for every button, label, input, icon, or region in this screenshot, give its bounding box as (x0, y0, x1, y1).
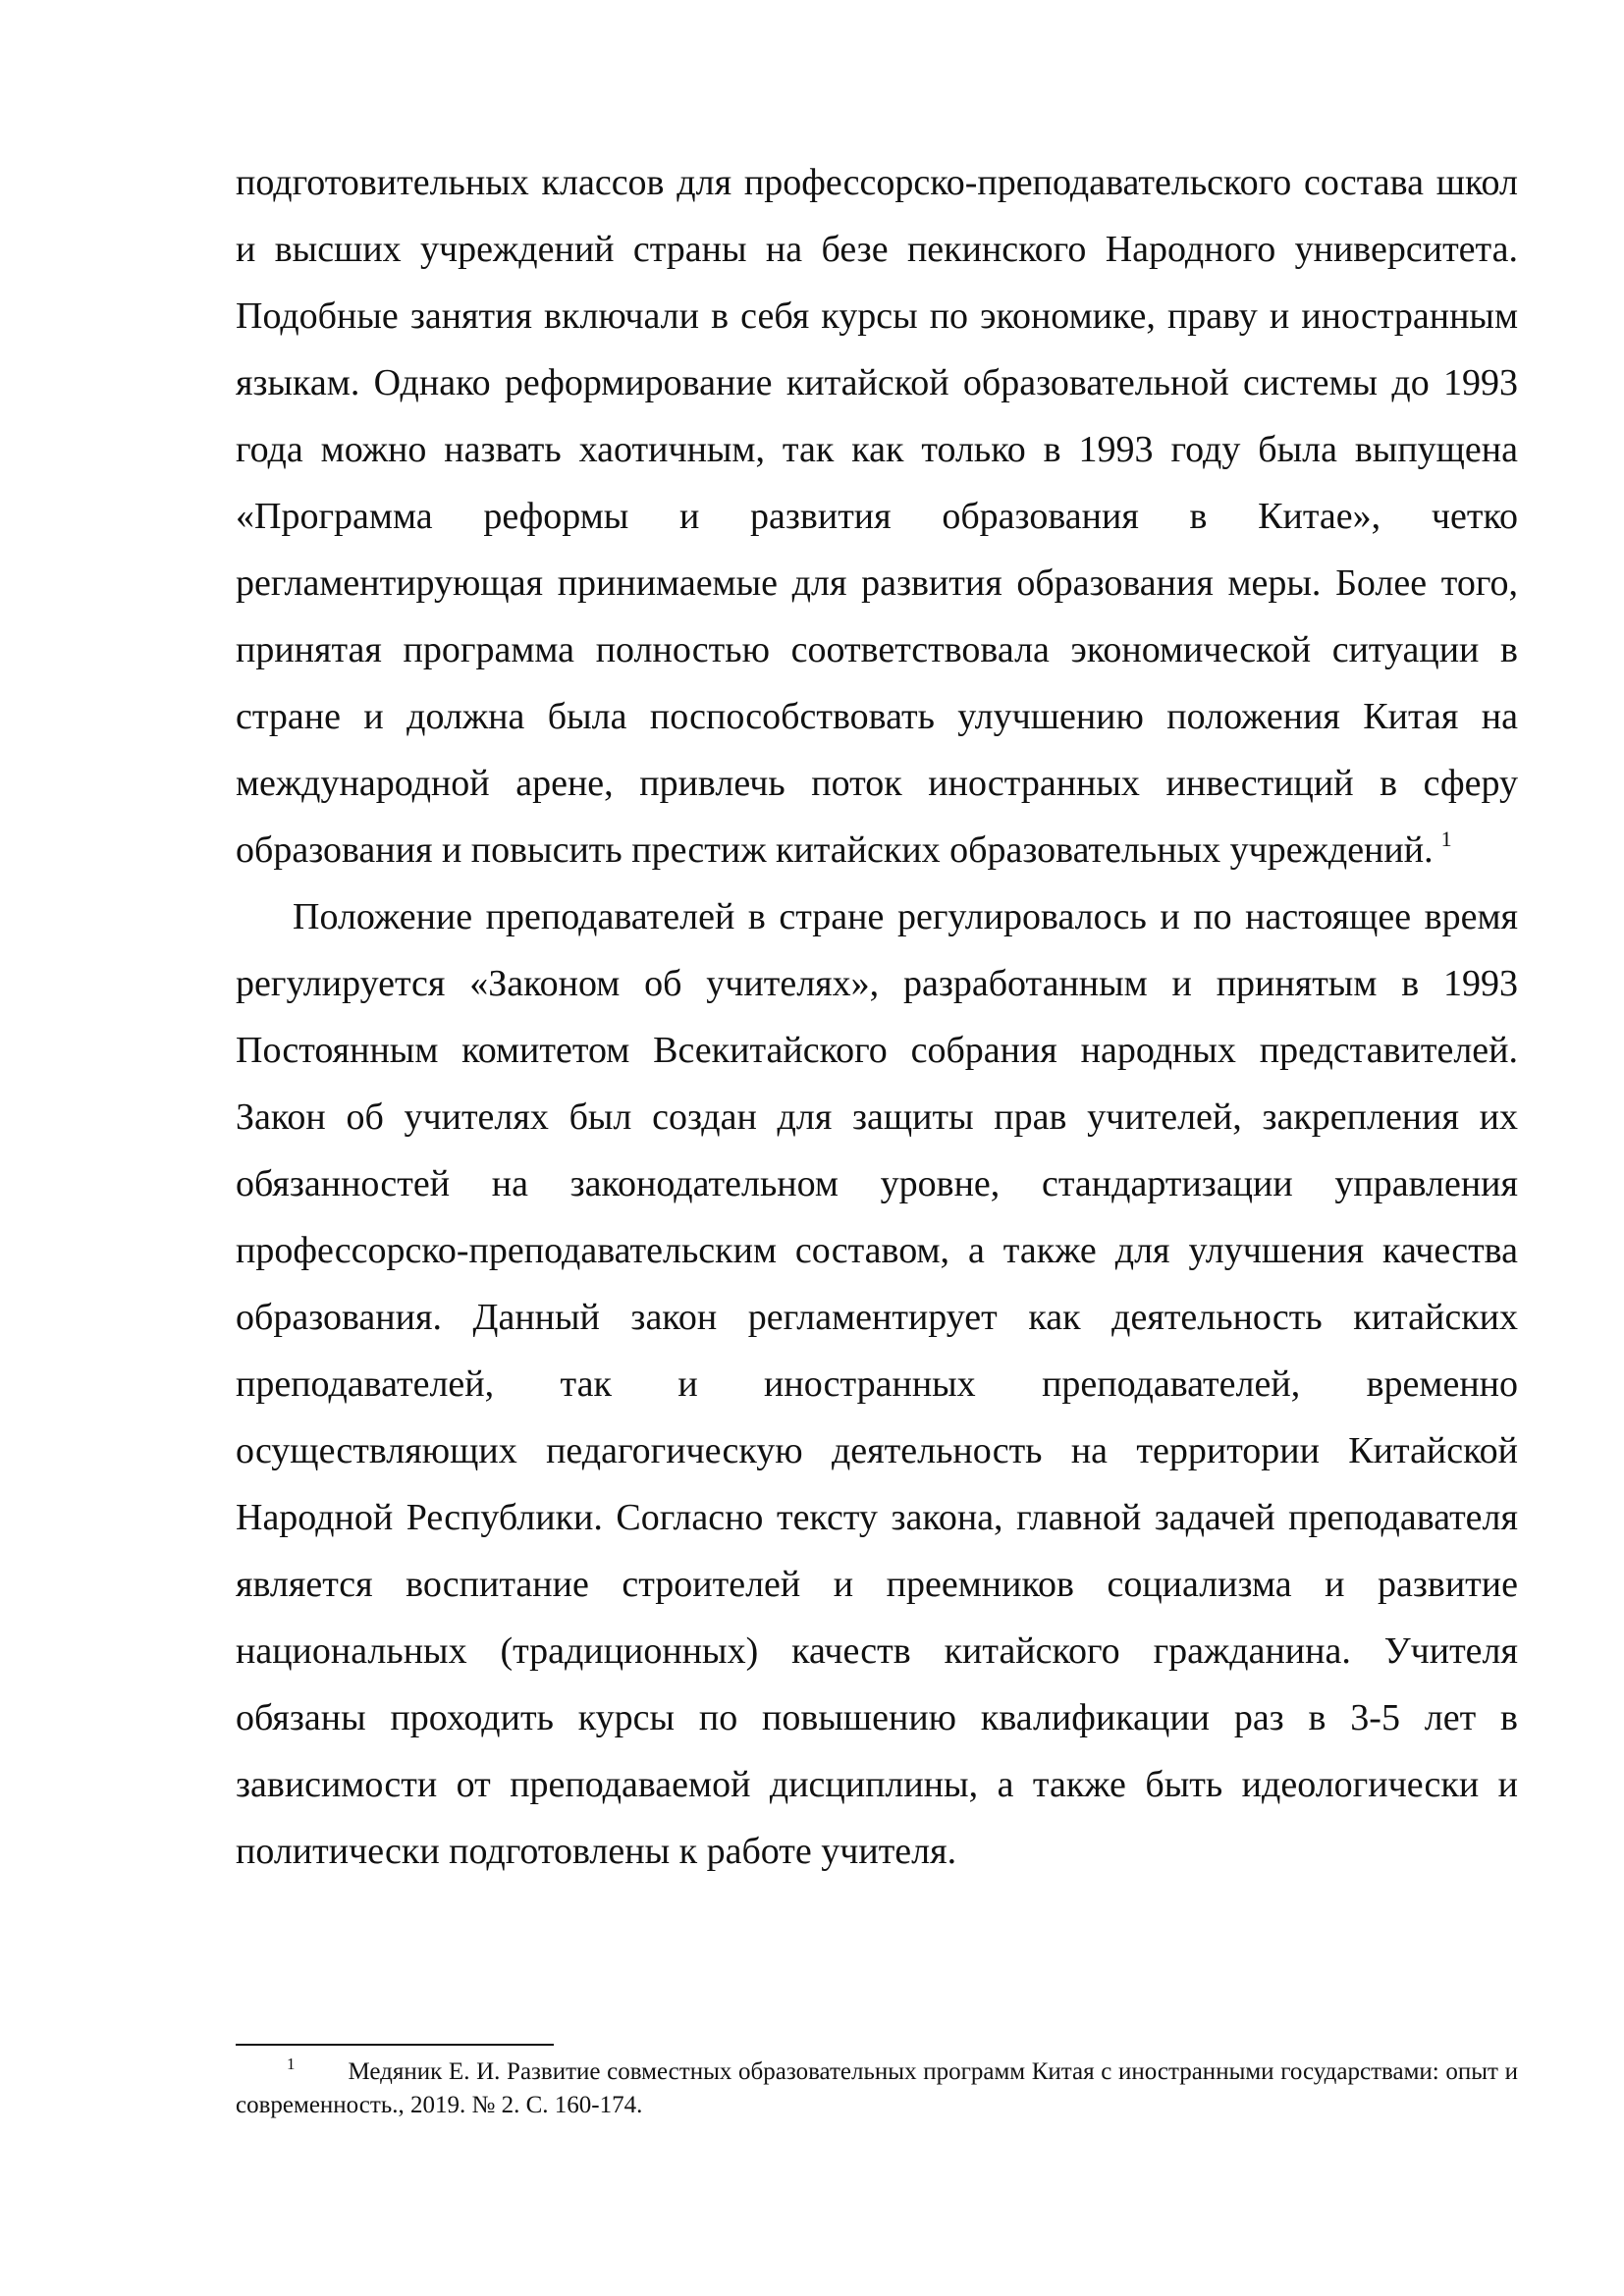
paragraph-1 (236, 149, 1518, 883)
footnote-text: Медяник Е. И. Развитие совместных образовательных программ Китая с иностранными государствами: опыт и современность., 2019. № 2. С. 160-174. (236, 2058, 1518, 2118)
body-text (236, 149, 1518, 1885)
paragraph-2: Положение преподавателей в стране регулировалось и по настоящее время регулируется «Законом об учителях», разработанным и принятым в 1993 Постоянным комитетом Всекитайского собрания народных представителей. Закон об учителях был создан для защиты прав учителей, закрепления их обязанностей на законодательном уровне, стандартизации управления профессорско-преподавательским составом, а также для улучшения качества образования. Данный закон регламентирует как деятельность китайских преподавателей, так и иностранных преподавателей, временно осуществляющих педагогическую деятельность на территории Китайской Народной Республики. Согласно тексту закона, главной задачей преподавателя является воспитание строителей и преемников социализма и развитие национальных (традиционных) качеств китайского гражданина. Учителя обязаны проходить курсы по повышению квалификации раз в 3-5 лет в зависимости от преподаваемой дисциплины, а также быть идеологически и политически подготовлены к работе учителя. (236, 896, 1518, 1872)
footnote-reference: 1 (1440, 827, 1452, 851)
footnote (236, 2056, 1518, 2122)
footnote-number: 1 (287, 2055, 296, 2073)
footnote-separator (236, 2044, 554, 2046)
paragraph-1-text: подготовительных классов для профессорско-преподавательского состава школ и высших учреждений страны на безе пекинского Народного университета. Подобные занятия включали в себя курсы по экономике, праву и иностранным языкам. Однако реформирование китайской образовательной системы до 1993 года можно назвать хаотичным, так как только в 1993 году была выпущена «Программа реформы и развития образования в Китае», четко регламентирующая принимаемые для развития образования меры. Более того, принятая программа полностью соответствовала экономической ситуации в стране и должна была поспособствовать улучшению положения Китая на международной арене, привлечь поток иностранных инвестиций в сферу образования и повысить престиж китайских образовательных учреждений. (236, 162, 1518, 871)
